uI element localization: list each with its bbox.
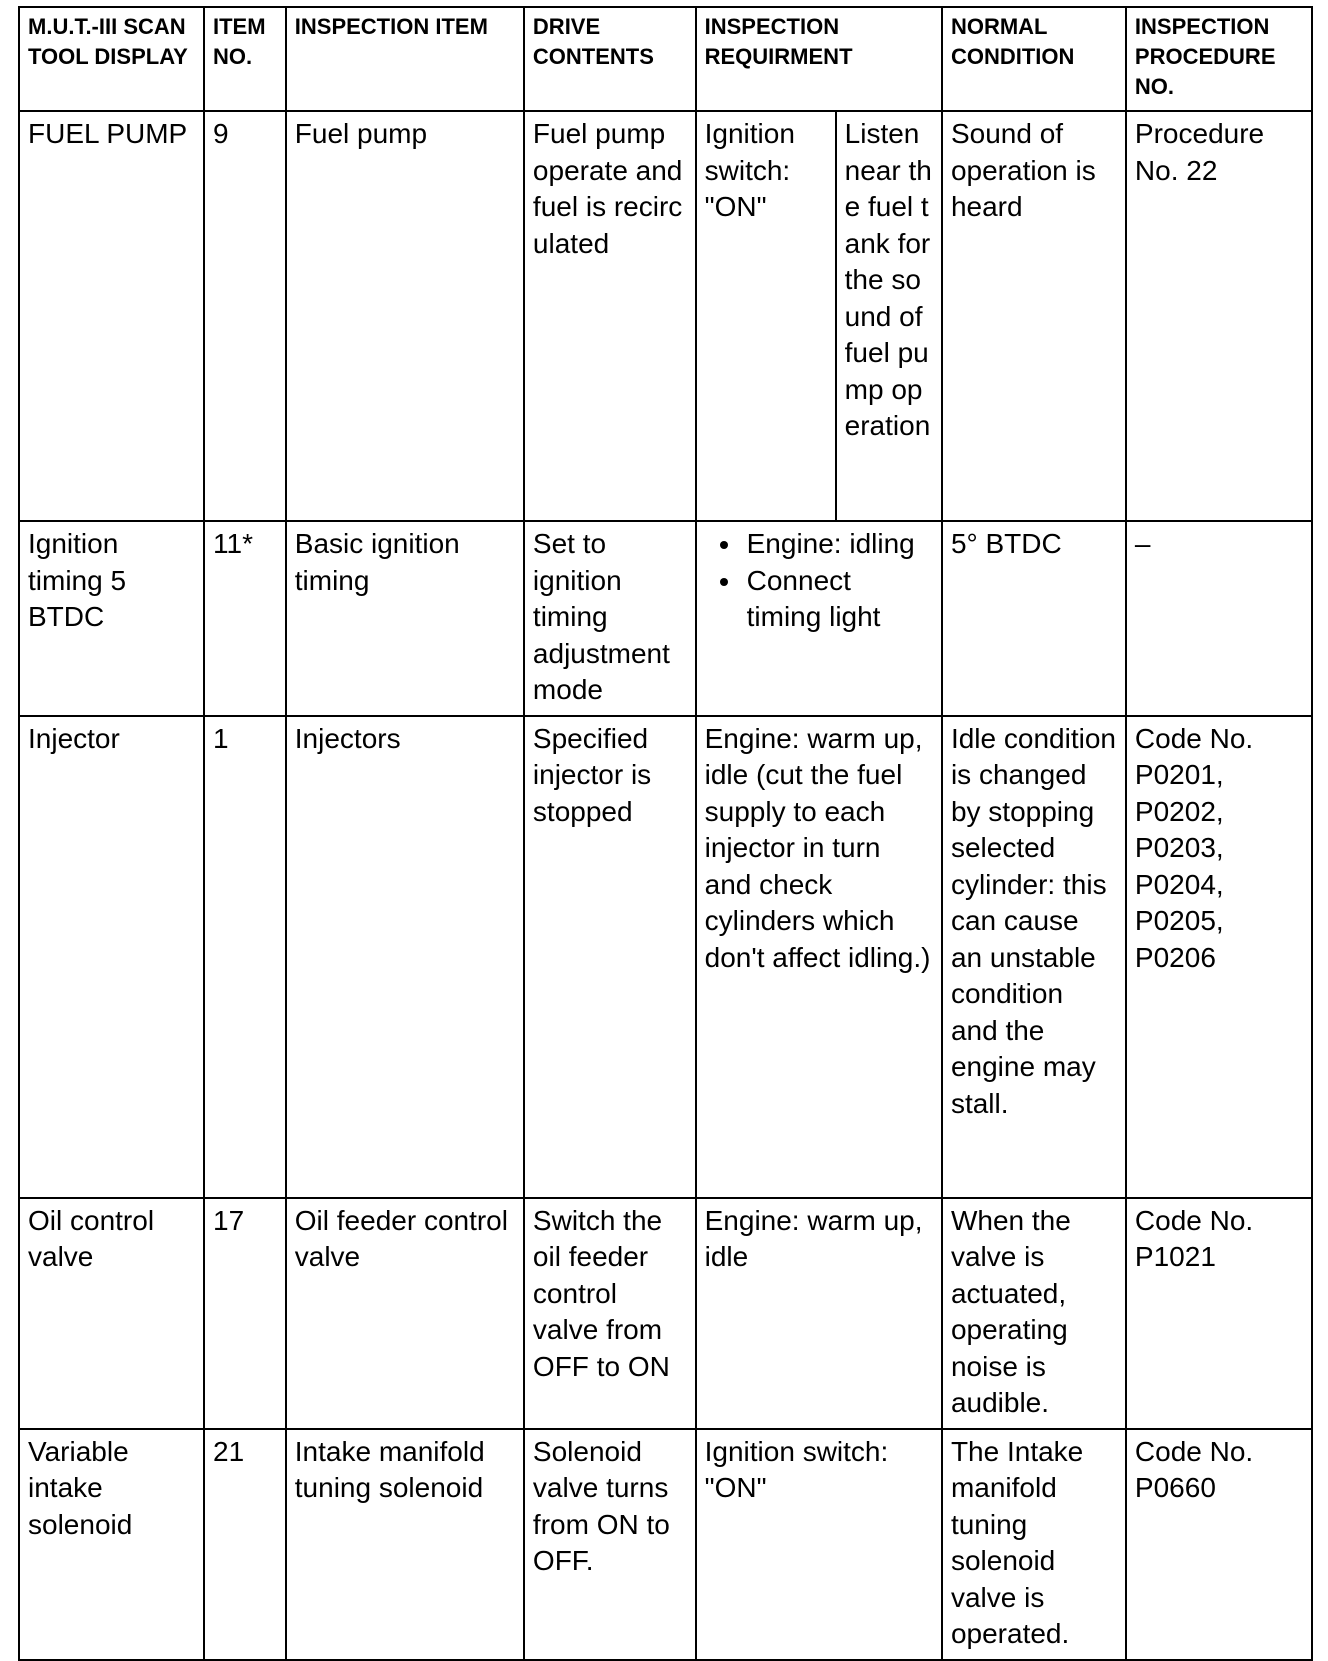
list-item: • Connect timing light bbox=[743, 563, 933, 636]
header-item-no: ITEM NO. bbox=[204, 7, 286, 111]
cell-item-no: 21 bbox=[204, 1429, 286, 1660]
cell-requirement: Engine: warm up, idle (cut the fuel supply to each injector in turn and check cylinders which don't affect idling.) bbox=[696, 716, 942, 1198]
cell-display: Injector bbox=[19, 716, 204, 1198]
header-normal-condition: NORMAL CONDITION bbox=[942, 7, 1126, 111]
cell-normal-condition: The Intake manifold tuning solenoid valve is operated. bbox=[942, 1429, 1126, 1660]
cell-requirement-action: Listen near the fuel tank for the sound of fuel pump operation bbox=[836, 111, 942, 521]
cell-drive-contents: Set to ignition timing adjustment mode bbox=[524, 521, 696, 716]
header-drive-contents: DRIVE CONTENTS bbox=[524, 7, 696, 111]
cell-procedure-no: Code No. P1021 bbox=[1126, 1198, 1312, 1429]
cell-requirement: Engine: warm up, idle bbox=[696, 1198, 942, 1429]
cell-inspection-item: Intake manifold tuning solenoid bbox=[286, 1429, 524, 1660]
cell-display: FUEL PUMP bbox=[19, 111, 204, 521]
header-procedure-no: INSPECTION PROCEDURE NO. bbox=[1126, 7, 1312, 111]
header-display: M.U.T.-III SCAN TOOL DISPLAY bbox=[19, 7, 204, 111]
cell-drive-contents: Specified injector is stopped bbox=[524, 716, 696, 1198]
table-row bbox=[19, 521, 1312, 716]
requirement-list bbox=[705, 526, 933, 636]
cell-inspection-item: Fuel pump bbox=[286, 111, 524, 521]
cell-procedure-no: – bbox=[1126, 521, 1312, 716]
cell-requirement bbox=[696, 521, 942, 716]
cell-display: Variable intake solenoid bbox=[19, 1429, 204, 1660]
cell-normal-condition: When the valve is actuated, operating noise is audible. bbox=[942, 1198, 1126, 1429]
table-row bbox=[19, 716, 1312, 1198]
cell-drive-contents: Switch the oil feeder control valve from OFF to ON bbox=[524, 1198, 696, 1429]
cell-inspection-item: Injectors bbox=[286, 716, 524, 1198]
cell-display: Ignition timing 5 BTDC bbox=[19, 521, 204, 716]
list-item: • Engine: idling bbox=[743, 526, 933, 563]
table-row bbox=[19, 111, 1312, 521]
cell-item-no: 11* bbox=[204, 521, 286, 716]
cell-item-no: 9 bbox=[204, 111, 286, 521]
cell-requirement-condition: Ignition switch: "ON" bbox=[696, 111, 836, 521]
cell-inspection-item: Basic ignition timing bbox=[286, 521, 524, 716]
cell-item-no: 17 bbox=[204, 1198, 286, 1429]
cell-drive-contents: Fuel pump operate and fuel is recirculated bbox=[524, 111, 696, 521]
cell-display: Oil control valve bbox=[19, 1198, 204, 1429]
cell-drive-contents: Solenoid valve turns from ON to OFF. bbox=[524, 1429, 696, 1660]
cell-procedure-no: Code No. P0660 bbox=[1126, 1429, 1312, 1660]
table-row bbox=[19, 1198, 1312, 1429]
cell-normal-condition: Idle condition is changed by stopping selected cylinder: this can cause an unstable condition and the engine may stall. bbox=[942, 716, 1126, 1198]
header-inspection-item: INSPECTION ITEM bbox=[286, 7, 524, 111]
cell-normal-condition: 5° BTDC bbox=[942, 521, 1126, 716]
header-row bbox=[19, 7, 1312, 111]
cell-item-no: 1 bbox=[204, 716, 286, 1198]
cell-procedure-no: Procedure No. 22 bbox=[1126, 111, 1312, 521]
inspection-table bbox=[18, 6, 1313, 1661]
cell-inspection-item: Oil feeder control valve bbox=[286, 1198, 524, 1429]
table-row bbox=[19, 1429, 1312, 1660]
cell-procedure-no: Code No. P0201, P0202, P0203, P0204, P0205, P0206 bbox=[1126, 716, 1312, 1198]
header-inspection-requirement: INSPECTION REQUIRMENT bbox=[696, 7, 942, 111]
cell-normal-condition: Sound of operation is heard bbox=[942, 111, 1126, 521]
cell-requirement: Ignition switch: "ON" bbox=[696, 1429, 942, 1660]
